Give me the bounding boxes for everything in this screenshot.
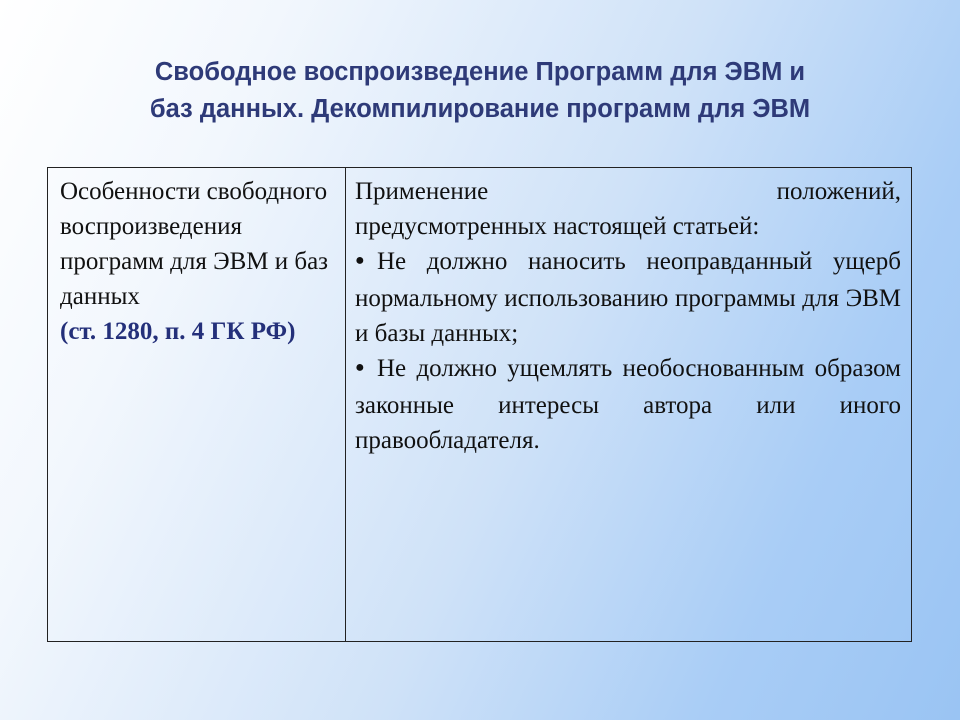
table-cell-right bbox=[346, 168, 911, 641]
title-line-1: Свободное воспроизведение Программ для ЭВМ и bbox=[154, 58, 806, 86]
bullet-text-1: Не должно наносить неоправданный ущерб нормальному использованию программы для ЭВМ и базы данных; bbox=[355, 248, 901, 347]
table-cell-left bbox=[48, 168, 346, 641]
left-heading: Особенности свободного воспроизведения программ для ЭВМ и баз данных bbox=[60, 178, 329, 310]
content-table bbox=[47, 167, 912, 642]
bullet-dot-icon: ● bbox=[355, 251, 365, 269]
bullet-text-2: Не должно ущемлять необоснованным образом законные интересы автора или иного правообладателя. bbox=[355, 354, 901, 454]
title-line-2: баз данных. Декомпилирование программ для ЭВМ bbox=[149, 95, 811, 123]
bullet-item-1 bbox=[355, 244, 901, 351]
law-reference: (ст. 1280, п. 4 ГК РФ) bbox=[60, 318, 296, 345]
bullet-item-2 bbox=[355, 351, 901, 458]
bullet-dot-icon: ● bbox=[355, 358, 365, 376]
slide-title bbox=[40, 54, 920, 128]
intro-line-2: предусмотренных настоящей статьей: bbox=[355, 213, 760, 240]
intro-line-1: Применение положений, bbox=[355, 178, 901, 205]
